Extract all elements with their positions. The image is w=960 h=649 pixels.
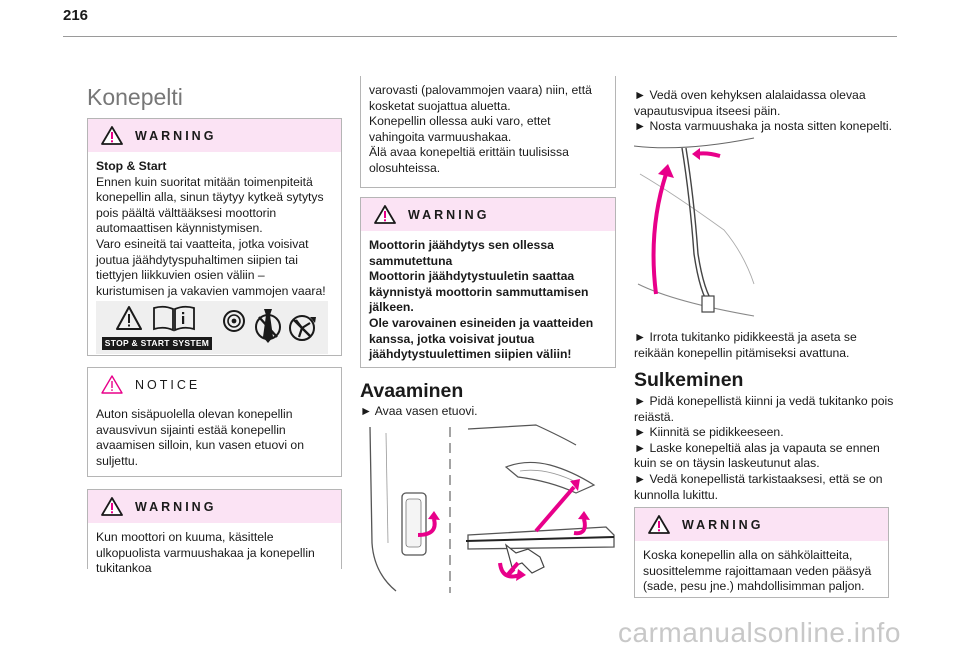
stop-start-label: STOP & START SYSTEM xyxy=(102,337,212,350)
section-title-avaaminen: Avaaminen xyxy=(360,380,464,402)
section-title-konepelti: Konepelti xyxy=(87,84,183,110)
page-number: 216 xyxy=(63,7,89,24)
warning-header xyxy=(88,119,341,152)
warning-heading: WARNING xyxy=(408,207,490,222)
notice-box xyxy=(87,367,342,477)
warning-box-cooling-fan xyxy=(360,197,616,368)
warning-triangle-icon xyxy=(374,205,396,224)
warning-header xyxy=(361,198,615,231)
top-rule xyxy=(63,36,897,37)
caution-triangle-icon xyxy=(116,305,142,331)
stop-start-icon-strip xyxy=(96,301,328,354)
section-title-sulkeminen: Sulkeminen xyxy=(634,369,744,391)
no-hands-fan-icon xyxy=(288,313,318,343)
no-tie-icon xyxy=(254,303,282,351)
warning-triangle-icon xyxy=(101,126,123,145)
step-open-door: ► Avaa vasen etuovi. xyxy=(360,404,478,418)
warning-heading: WARNING xyxy=(135,128,217,143)
warning-header xyxy=(88,490,341,523)
warning-header xyxy=(635,508,888,541)
warning-box-hot-engine xyxy=(87,489,342,576)
warning-text: Moottorin jäähdytys sen ollessa sammutettuna Moottorin jäähdytystuuletin saattaa käynnistyä moottorin sammuttamisen jälkeen. Ole varovainen esineiden ja vaatteiden kanssa, jotka voisivat joutua jäähdytystuulettimen siipien väliin! xyxy=(369,238,594,362)
manual-book-icon xyxy=(152,304,196,332)
warning-text: Kun moottori on kuuma, käsittele ulkopuolista varmuushakaa ja konepellin tukitankoa xyxy=(96,530,315,576)
belt-entanglement-icon xyxy=(222,307,246,335)
warning-box-electrical xyxy=(634,507,889,598)
warning-heading: WARNING xyxy=(135,499,217,514)
warning-heading: WARNING xyxy=(682,517,764,532)
steps-release-lever: ► Vedä oven kehyksen alalaidassa olevaa vapautusvipua itseesi päin. ► Nosta varmuushaka ja nosta sitten konepelti. xyxy=(634,88,892,134)
door-release-lever-illustration xyxy=(366,423,462,595)
notice-triangle-icon xyxy=(101,375,123,394)
support-rod-illustration xyxy=(634,134,756,322)
steps-closing: ► Pidä konepellistä kiinni ja vedä tukitanko pois reiästä. ► Kiinnitä se pidikkeeseen. ► Laske konepeltiä alas ja vapauta se ennen kuin se on täysin laskeutunut alas. ► Vedä konepellistä tarkistaaksesi, että se on kunnolla lukittu. xyxy=(634,394,894,502)
step-attach-rod: ► Irrota tukitanko pidikkeestä ja aseta se reikään konepellin pitämiseksi avattuna. xyxy=(634,330,857,360)
warning-text: Ennen kuin suoritat mitään toimenpiteitä konepellin alla, sinun täytyy kytkeä sytytys pois päältä välttääksesi moottorin automaattisen käynnistymisen. Varo esineitä tai vaatteita, jotka voisivat joutua jäähdytyspuhaltimen siipien tai tiettyjen liikkuvien osien väliin – kuristumisen ja vakavien vammojen vaara! xyxy=(96,174,326,298)
warning-text: Koska konepellin alla on sähkölaitteita, suosittelemme rajoittamaan veden pääsyä (sade, pesu jne.) mahdollisimman paljon. xyxy=(643,548,872,594)
continued-warning-box xyxy=(360,76,616,188)
warning-triangle-icon xyxy=(648,515,670,534)
notice-header xyxy=(88,368,341,401)
continued-warning-text: varovasti (palovammojen vaara) niin, että kosketat suojattua aluetta. Konepellin ollessa auki varo, ettet vahingoita varmuushakaa. Älä avaa konepeltiä erittäin tuulisissa olosuhteissa. xyxy=(369,83,592,175)
hood-opening-illustration xyxy=(466,423,616,595)
notice-text: Auton sisäpuolella olevan konepellin avausvivun sijainti estää konepellin avaamisen silloin, kun vasen etuovi on suljettu. xyxy=(96,407,304,468)
warning-bold-title: Stop & Start xyxy=(96,159,167,173)
warning-triangle-icon xyxy=(101,497,123,516)
notice-heading: NOTICE xyxy=(135,377,201,392)
watermark: carmanualsonline.info xyxy=(618,617,901,648)
